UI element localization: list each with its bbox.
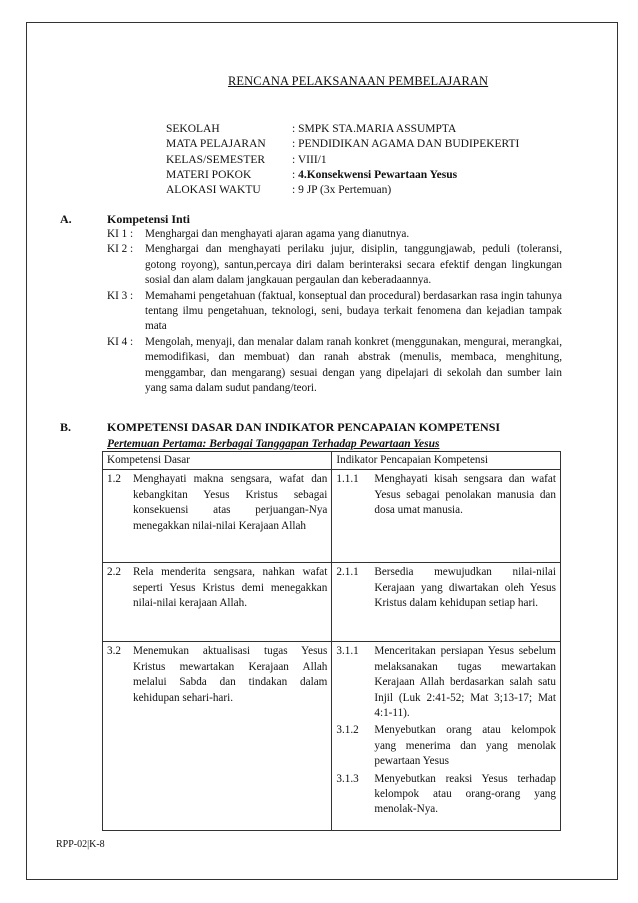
kd-number: 3.2 [107, 645, 121, 658]
core-competence-list [107, 227, 562, 396]
identity-label: MATA PELAJARAN [166, 138, 266, 151]
identity-value: : 9 JP (3x Pertemuan) [292, 184, 392, 197]
indicator-number: 3.1.3 [336, 772, 359, 785]
section-a-letter: A. [60, 212, 72, 226]
ki-code: KI 4 : [107, 335, 134, 348]
identity-label: MATERI POKOK [166, 168, 252, 181]
identity-value [292, 168, 457, 183]
core-competence-item [107, 242, 562, 288]
core-competence-item [107, 335, 562, 397]
identity-row-material [166, 168, 519, 183]
meeting-subtitle: Pertemuan Pertama: Berbagai Tanggapan Terhadap Pewartaan Yesus [107, 438, 440, 450]
table-row [103, 470, 561, 563]
identity-value-bold: 4.Konsekwensi Pewartaan Yesus [298, 168, 458, 181]
ki-code: KI 1 : [107, 228, 134, 240]
core-competence-item [107, 289, 562, 335]
column-header-indicator: Indikator Pencapaian Kompetensi [332, 452, 561, 470]
ki-text: Menghargai dan menghayati ajaran agama yang dianutnya. [145, 228, 410, 240]
indicator-text: Menghayati kisah sengsara dan wafat Yesus sebagai penolakan manusia dan dosa umat manusia. [374, 473, 556, 517]
indicator-cell [332, 470, 561, 563]
kd-number: 1.2 [107, 473, 121, 486]
indicator-text: Bersedia mewujudkan nilai-nilai Kerajaan yang diwartakan oleh Yesus Kristus dalam kehidupan setiap hari. [374, 566, 556, 610]
competence-table [102, 451, 561, 831]
identity-row-subject [166, 137, 519, 152]
indicator-text: Menyebutkan orang atau kelompok yang menerima dan yang menolak pewartaan Yesus [374, 724, 556, 768]
table-header-row [103, 452, 561, 470]
column-header-kd: Kompetensi Dasar [103, 452, 332, 470]
identity-label: KELAS/SEMESTER [166, 153, 266, 166]
ki-text: Mengolah, menyaji, dan menalar dalam ranah konkret (menggunakan, mengurai, merangkai, memodifikasi, dan membuat) dan ranah abstrak (menulis, membaca, menghitung, menggambar, dan mengarang) sesuai dengan yang dipelajari di sekolah dan sumber lain yang sama dalam sudut pandang/teori. [145, 335, 562, 395]
identity-row-class [166, 153, 519, 168]
core-competence-item [107, 227, 562, 242]
identity-row-time [166, 183, 519, 198]
section-b-letter: B. [60, 420, 72, 434]
identity-value-prefix: : [292, 168, 299, 181]
indicator-text: Menceritakan persiapan Yesus sebelum melaksanakan tugas mewartakan Kerajaan Allah berdasarkan salah satu Injil (Luk 2:41-52; Mat 3;13-17; Mat 4:1-11). [374, 645, 556, 720]
identity-label: ALOKASI WAKTU [166, 184, 261, 197]
document-title: RENCANA PELAKSANAAN PEMBELAJARAN [228, 74, 489, 88]
table-row [103, 642, 561, 831]
ki-code: KI 3 : [107, 289, 134, 302]
section-a-title: Kompetensi Inti [107, 212, 191, 226]
identity-value: : SMPK STA.MARIA ASSUMPTA [292, 123, 457, 135]
kd-text: Rela menderita sengsara, nahkan wafat seperti Yesus Kristus demi menegakkan nilai-nilai kerajaan Allah. [133, 566, 328, 610]
ki-code: KI 2 : [107, 243, 134, 256]
table-row [103, 563, 561, 642]
identity-block [166, 122, 519, 198]
kd-cell [103, 563, 332, 642]
identity-value: : VIII/1 [292, 153, 327, 166]
kd-number: 2.2 [107, 566, 121, 579]
ki-text: Memahami pengetahuan (faktual, konseptual dan procedural) berdasarkan rasa ingin tahunya tentang ilmu pengetahuan, teknologi, seni, budaya terkait fenomena dan kejadian tampak mata [145, 289, 562, 333]
indicator-number: 3.1.1 [336, 645, 359, 658]
indicator-text: Menyebutkan reaksi Yesus terhadap kelompok atau orang-orang yang menolak-Nya. [374, 772, 556, 816]
kd-cell [103, 470, 332, 563]
indicator-number: 2.1.1 [336, 566, 359, 579]
identity-value: : PENDIDIKAN AGAMA DAN BUDIPEKERTI [292, 138, 520, 151]
indicator-number: 3.1.2 [336, 724, 359, 737]
indicator-number: 1.1.1 [336, 473, 359, 486]
kd-cell [103, 642, 332, 831]
document-code-footer: RPP-02|K-8 [56, 839, 105, 850]
kd-text: Menemukan aktualisasi tugas Yesus Kristus mewartakan Kerajaan Allah melalui Sabda dan tindakan dalam kehidupan sehari-hari. [133, 645, 328, 704]
kd-text: Menghayati makna sengsara, wafat dan kebangkitan Yesus Kristus sebagai konsekuensi atas perjuangan-Nya menegakkan nilai-nilai Kerajaan Allah [133, 473, 328, 532]
indicator-cell [332, 563, 561, 642]
indicator-cell [332, 642, 561, 831]
identity-label: SEKOLAH [166, 123, 220, 135]
ki-text: Menghargai dan menghayati perilaku jujur, disiplin, tanggungjawab, peduli (toleransi, gotong royong), santun,percaya diri dalam berinteraksi secara efektif dengan lingkungan sosial dan alam dalam jangkauan pergaulan dan keberadaannya. [145, 243, 562, 287]
identity-row-school [166, 122, 519, 137]
section-b-title: KOMPETENSI DASAR DAN INDIKATOR PENCAPAIAN KOMPETENSI [107, 420, 501, 434]
